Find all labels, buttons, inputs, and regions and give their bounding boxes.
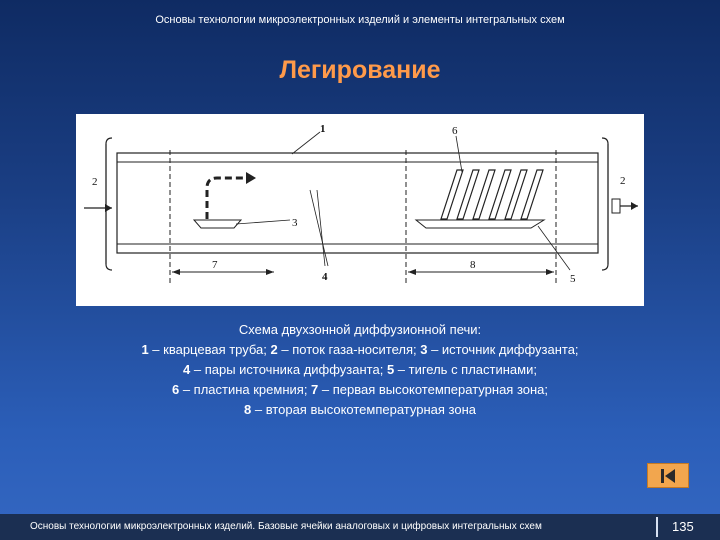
figure-caption bbox=[40, 320, 680, 420]
label-2-left: 2 bbox=[92, 176, 98, 188]
label-7: 7 bbox=[212, 259, 218, 271]
vapour-flow-arrowhead bbox=[246, 172, 256, 184]
label-6: 6 bbox=[452, 125, 458, 137]
first-slide-button[interactable] bbox=[647, 463, 689, 488]
zone-7-arrow-left bbox=[172, 269, 180, 275]
vapour-flow-path bbox=[207, 178, 248, 219]
label-2-right: 2 bbox=[620, 175, 626, 187]
gas-outlet-arrowhead bbox=[631, 202, 638, 210]
skip-to-start-icon bbox=[658, 468, 678, 484]
leader-4a bbox=[310, 190, 328, 266]
leader-3 bbox=[236, 220, 290, 224]
caption-number: 6 bbox=[171, 382, 180, 397]
leader-5 bbox=[538, 226, 570, 270]
crucible-with-wafers bbox=[416, 220, 544, 228]
zone-7-arrow-right bbox=[266, 269, 274, 275]
gas-inlet-arrowhead bbox=[105, 204, 112, 212]
caption-number: 1 bbox=[141, 342, 149, 357]
leader-4b bbox=[317, 190, 325, 266]
label-5: 5 bbox=[570, 273, 576, 285]
caption-text: – тигель с пластинами; bbox=[394, 362, 537, 377]
silicon-wafers bbox=[441, 170, 543, 219]
zone-8-arrow-left bbox=[408, 269, 416, 275]
furnace-diagram-svg bbox=[76, 114, 644, 306]
leader-1 bbox=[292, 132, 320, 154]
course-header: Основы технологии микроэлектронных изделий и элементы интегральных схем bbox=[155, 14, 565, 26]
diffusant-source-boat bbox=[194, 220, 241, 228]
caption-text: – источник диффузанта; bbox=[427, 342, 579, 357]
label-4: 4 bbox=[322, 271, 328, 283]
left-cap-bottom bbox=[106, 264, 112, 270]
caption-number: 8 bbox=[244, 402, 252, 417]
caption-line bbox=[40, 340, 680, 360]
caption-text: – кварцевая труба; bbox=[148, 342, 271, 357]
caption-text: – вторая высокотемпературная зона bbox=[251, 402, 476, 417]
footer-divider bbox=[656, 517, 658, 537]
label-3: 3 bbox=[292, 217, 298, 229]
zone-8-arrow-right bbox=[546, 269, 554, 275]
caption-text: – первая высокотемпературная зона; bbox=[318, 382, 549, 397]
caption-line bbox=[40, 360, 680, 380]
caption-title: Схема двухзонной диффузионной печи: bbox=[238, 322, 482, 337]
label-8: 8 bbox=[470, 259, 476, 271]
caption-text: – пары источника диффузанта; bbox=[190, 362, 387, 377]
caption-line bbox=[40, 380, 680, 400]
footer-text: Основы технологии микроэлектронных изделий. Базовые ячейки аналоговых и цифровых интегральных схем bbox=[30, 521, 542, 532]
leader-6 bbox=[456, 136, 462, 172]
left-cap-top bbox=[106, 138, 112, 144]
furnace-diagram bbox=[76, 114, 644, 306]
gas-outlet-nozzle bbox=[612, 199, 620, 213]
label-1: 1 bbox=[320, 123, 326, 135]
caption-line bbox=[40, 400, 680, 420]
page-number: 135 bbox=[672, 519, 694, 534]
caption-number: 5 bbox=[386, 362, 395, 377]
footer-bar bbox=[0, 514, 720, 540]
right-cap-top bbox=[602, 138, 608, 144]
caption-number: 3 bbox=[420, 342, 428, 357]
caption-text: – поток газа-носителя; bbox=[277, 342, 421, 357]
caption-number: 4 bbox=[183, 362, 191, 377]
caption-text: – пластина кремния; bbox=[179, 382, 312, 397]
right-cap-bottom bbox=[602, 264, 608, 270]
caption-number: 2 bbox=[270, 342, 278, 357]
skip-bar bbox=[661, 469, 664, 483]
caption-number: 7 bbox=[311, 382, 319, 397]
skip-triangle bbox=[665, 469, 675, 483]
slide-title: Легирование bbox=[279, 56, 441, 84]
